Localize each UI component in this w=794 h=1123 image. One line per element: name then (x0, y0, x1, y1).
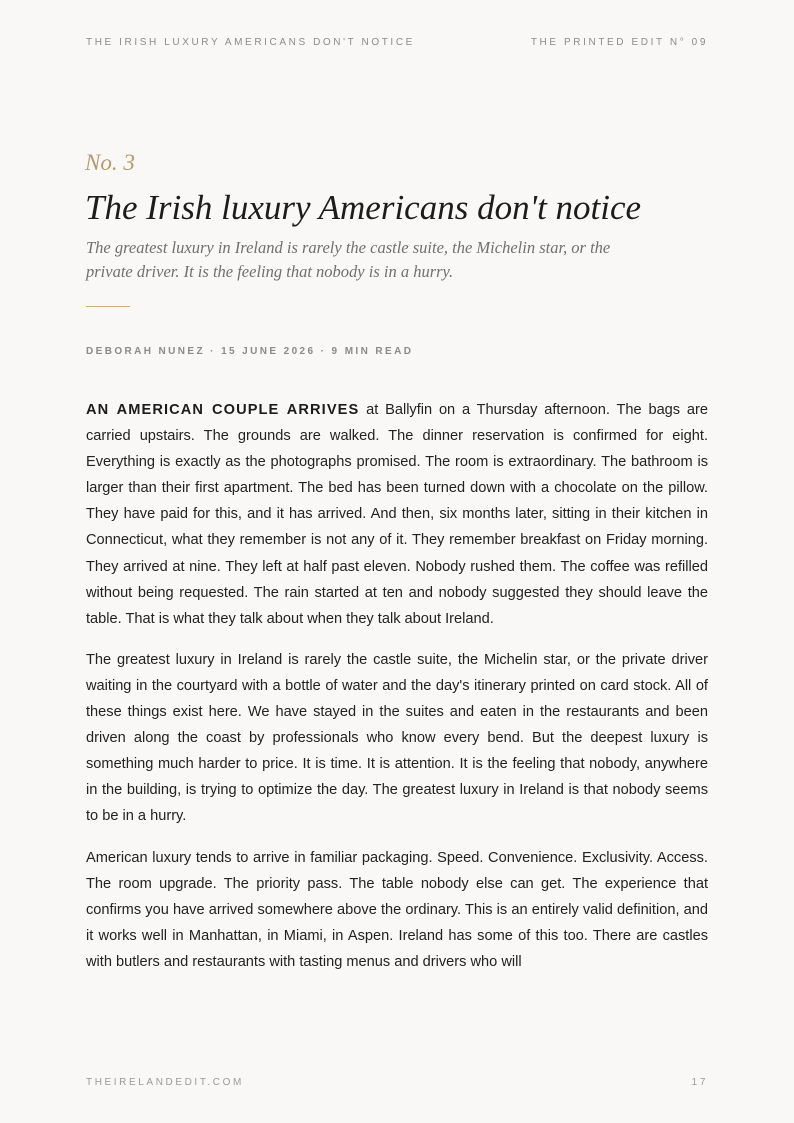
body-paragraph (86, 397, 708, 632)
page-number: 17 (691, 1077, 708, 1088)
body-paragraph: The greatest luxury in Ireland is rarely the castle suite, the Michelin star, or the private driver waiting in the courtyard with a bottle of water and the day's itinerary printed on card stock. All of these things exist here. We have stayed in the suites and eaten in the restaurants and been driven along the coast by professionals who know every bend. But the deepest luxury is something much harder to price. It is time. It is attention. It is the feeling that nobody, anywhere in the building, is trying to optimize the day. The greatest luxury in Ireland is that nobody seems to be in a hurry. (86, 651, 708, 825)
divider-rule (86, 306, 130, 307)
site-url: THEIRELANDEDIT.COM (86, 1077, 244, 1088)
lead-in: AN AMERICAN COUPLE ARRIVES (86, 402, 360, 418)
article-number: No. 3 (85, 150, 135, 175)
article-title: The Irish luxury Americans don't notice (85, 188, 642, 227)
running-head (86, 37, 708, 48)
article-dek: The greatest luxury in Ireland is rarely the castle suite, the Michelin star, or the private driver. It is the feeling that nobody is in a hurry. (86, 238, 611, 281)
page-footer (86, 1077, 708, 1088)
article-body-frame (86, 397, 708, 1004)
running-head-title: THE IRISH LUXURY AMERICANS DON'T NOTICE (86, 37, 415, 48)
issue-label: THE PRINTED EDIT N° 09 (530, 37, 708, 48)
byline: DEBORAH NUNEZ · 15 JUNE 2026 · 9 MIN READ (86, 346, 414, 357)
article-body (86, 397, 708, 975)
paragraph-text: at Ballyfin on a Thursday afternoon. The bags are carried upstairs. The grounds are walked. The dinner reservation is confirmed for eight. Everything is exactly as the photographs promised. The room is extraordinary. The bathroom is larger than their first apartment. The bed has been turned down with a chocolate on the pillow. They have paid for this, and it has arrived. And then, six months later, sitting in their kitchen in Connecticut, what they remember is not any of it. They remember breakfast on Friday morning. They arrived at nine. They left at half past eleven. Nobody rushed them. The coffee was refilled without being requested. The rain started at ten and nobody suggested they should leave the table. That is what they talk about when they talk about Ireland. (86, 402, 708, 627)
body-paragraph: American luxury tends to arrive in familiar packaging. Speed. Convenience. Exclusivity. Access. The room upgrade. The priority pass. The table nobody else can get. The experience that confirms you have arrived somewhere above the ordinary. This is an entirely valid definition, and it works well in Manhattan, in Miami, in Aspen. Ireland has some of this too. There are castles with butlers and restaurants with tasting menus and drivers who will (86, 849, 708, 970)
